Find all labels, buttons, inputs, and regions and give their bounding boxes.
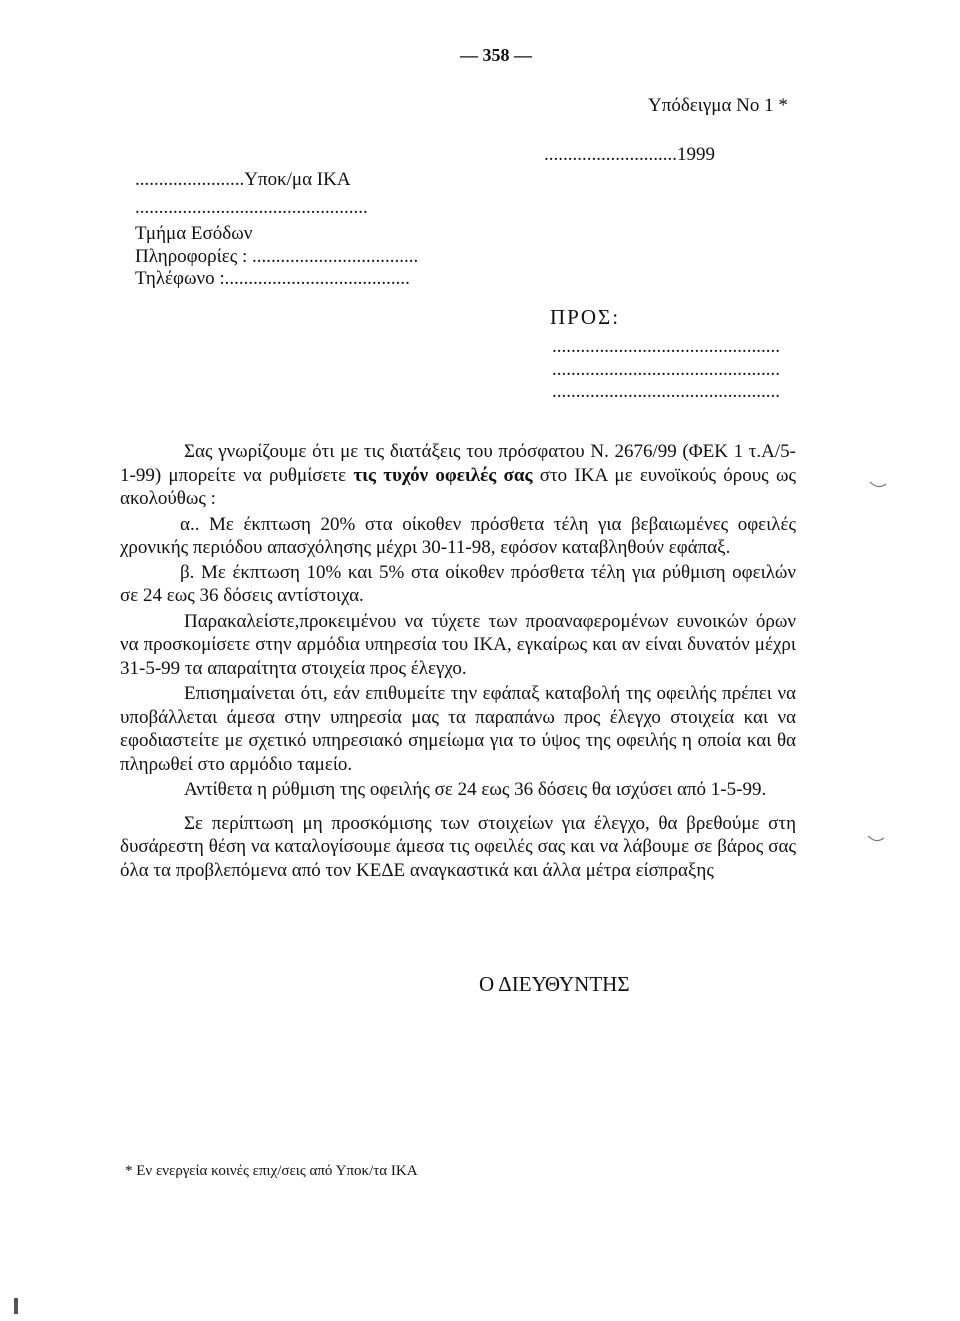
recipient-line-3: ................................................ xyxy=(552,381,780,402)
page-number: — 358 — xyxy=(460,45,532,65)
intro-text: Σας γνωρίζουμε ότι με τις διατάξεις του πρόσφατου Ν. 2676/99 (ΦΕΚ 1 τ.Α/5-1-99) μπορείτε να ρυθμίσετε xyxy=(120,441,796,486)
recipient-line-2: ................................................ xyxy=(552,359,780,380)
request-paragraph: Παρακαλείστε,προκειμένου να τύχετε των προαναφερομένων ευνοικών όρων να προσκομίσετε στην αρμόδια υπηρεσία του ΙΚΑ, εγκαίρως και αν είναι δυνατόν μέχρι 31-5-99 τα απαραίτητα στοιχεία προς έλεγχο. xyxy=(120,610,796,679)
item-b: β. Με έκπτωση 10% και 5% στα οίκοθεν πρόσθετα τέλη για ρύθμιση οφειλών σε 24 εως 36 δόσεις αντίστοιχα. xyxy=(120,561,796,606)
scan-mark-icon xyxy=(866,832,886,848)
sender-info: Πληροφορίες : ................................... xyxy=(135,246,419,267)
date-line: ............................1999 xyxy=(544,144,715,165)
intro-paragraph xyxy=(120,440,796,511)
footnote: * Εν ενεργεία κοινές επιχ/σεις από Υποκ/τα ΙΚΑ xyxy=(125,1163,418,1179)
sender-dots: ................................................. xyxy=(135,197,368,218)
recipient-label: ΠΡΟΣ: xyxy=(550,305,621,329)
item-a: α.. Με έκπτωση 20% στα οίκοθεν πρόσθετα τέλη για βεβαιωμένες οφειλές χρονικής περιόδου απασχόλησης μέχρι 30-11-98, εφόσον καταβληθούν εφάπαξ. xyxy=(120,513,796,558)
model-label: Υπόδειγμα Νο 1 * xyxy=(648,95,788,116)
scan-edge-mark xyxy=(14,1298,18,1314)
intro-text-end: στο ΙΚΑ με ευνοϊκούς όρους ως ακολούθως : xyxy=(120,464,796,509)
installments-paragraph: Αντίθετα η ρύθμιση της οφειλής σε 24 εως 36 δόσεις θα ισχύσει από 1-5-99. xyxy=(184,779,767,800)
warning-paragraph: Σε περίπτωση μη προσκόμισης των στοιχείων για έλεγχο, θα βρεθούμε στη δυσάρεστη θέση να καταλογίσουμε άμεσα τις οφειλές σας και να λάβουμε σε βάρος σας όλα τα προβλεπόμενα από τον ΚΕΔΕ αναγκαστικά και άλλα μέτρα είσπραξης xyxy=(120,812,796,881)
intro-emphasis: τις τυχόν οφειλές σας xyxy=(353,464,533,486)
scan-mark-icon xyxy=(868,478,888,494)
recipient-line-1: ................................................ xyxy=(552,336,780,357)
sender-phone: Τηλέφωνο :....................................... xyxy=(135,268,410,289)
sender-department: Τμήμα Εσόδων xyxy=(135,223,253,244)
sender-office: .......................Υποκ/μα ΙΚΑ xyxy=(135,169,351,190)
letter-body xyxy=(120,440,796,882)
notice-paragraph: Επισημαίνεται ότι, εάν επιθυμείτε την εφάπαξ καταβολή της οφειλής πρέπει να υποβάλλεται άμεσα στην υπηρεσία μας τα παραπάνω προς έλεγχο στοιχεία και να εφοδιαστείτε με σχετικό υπηρεσιακό σημείωμα για το ύψος της οφειλής η οποία και θα πληρωθεί στο αρμόδιο ταμείο. xyxy=(120,683,796,775)
signature: Ο ΔΙΕΥΘΥΝΤΗΣ xyxy=(479,972,630,996)
